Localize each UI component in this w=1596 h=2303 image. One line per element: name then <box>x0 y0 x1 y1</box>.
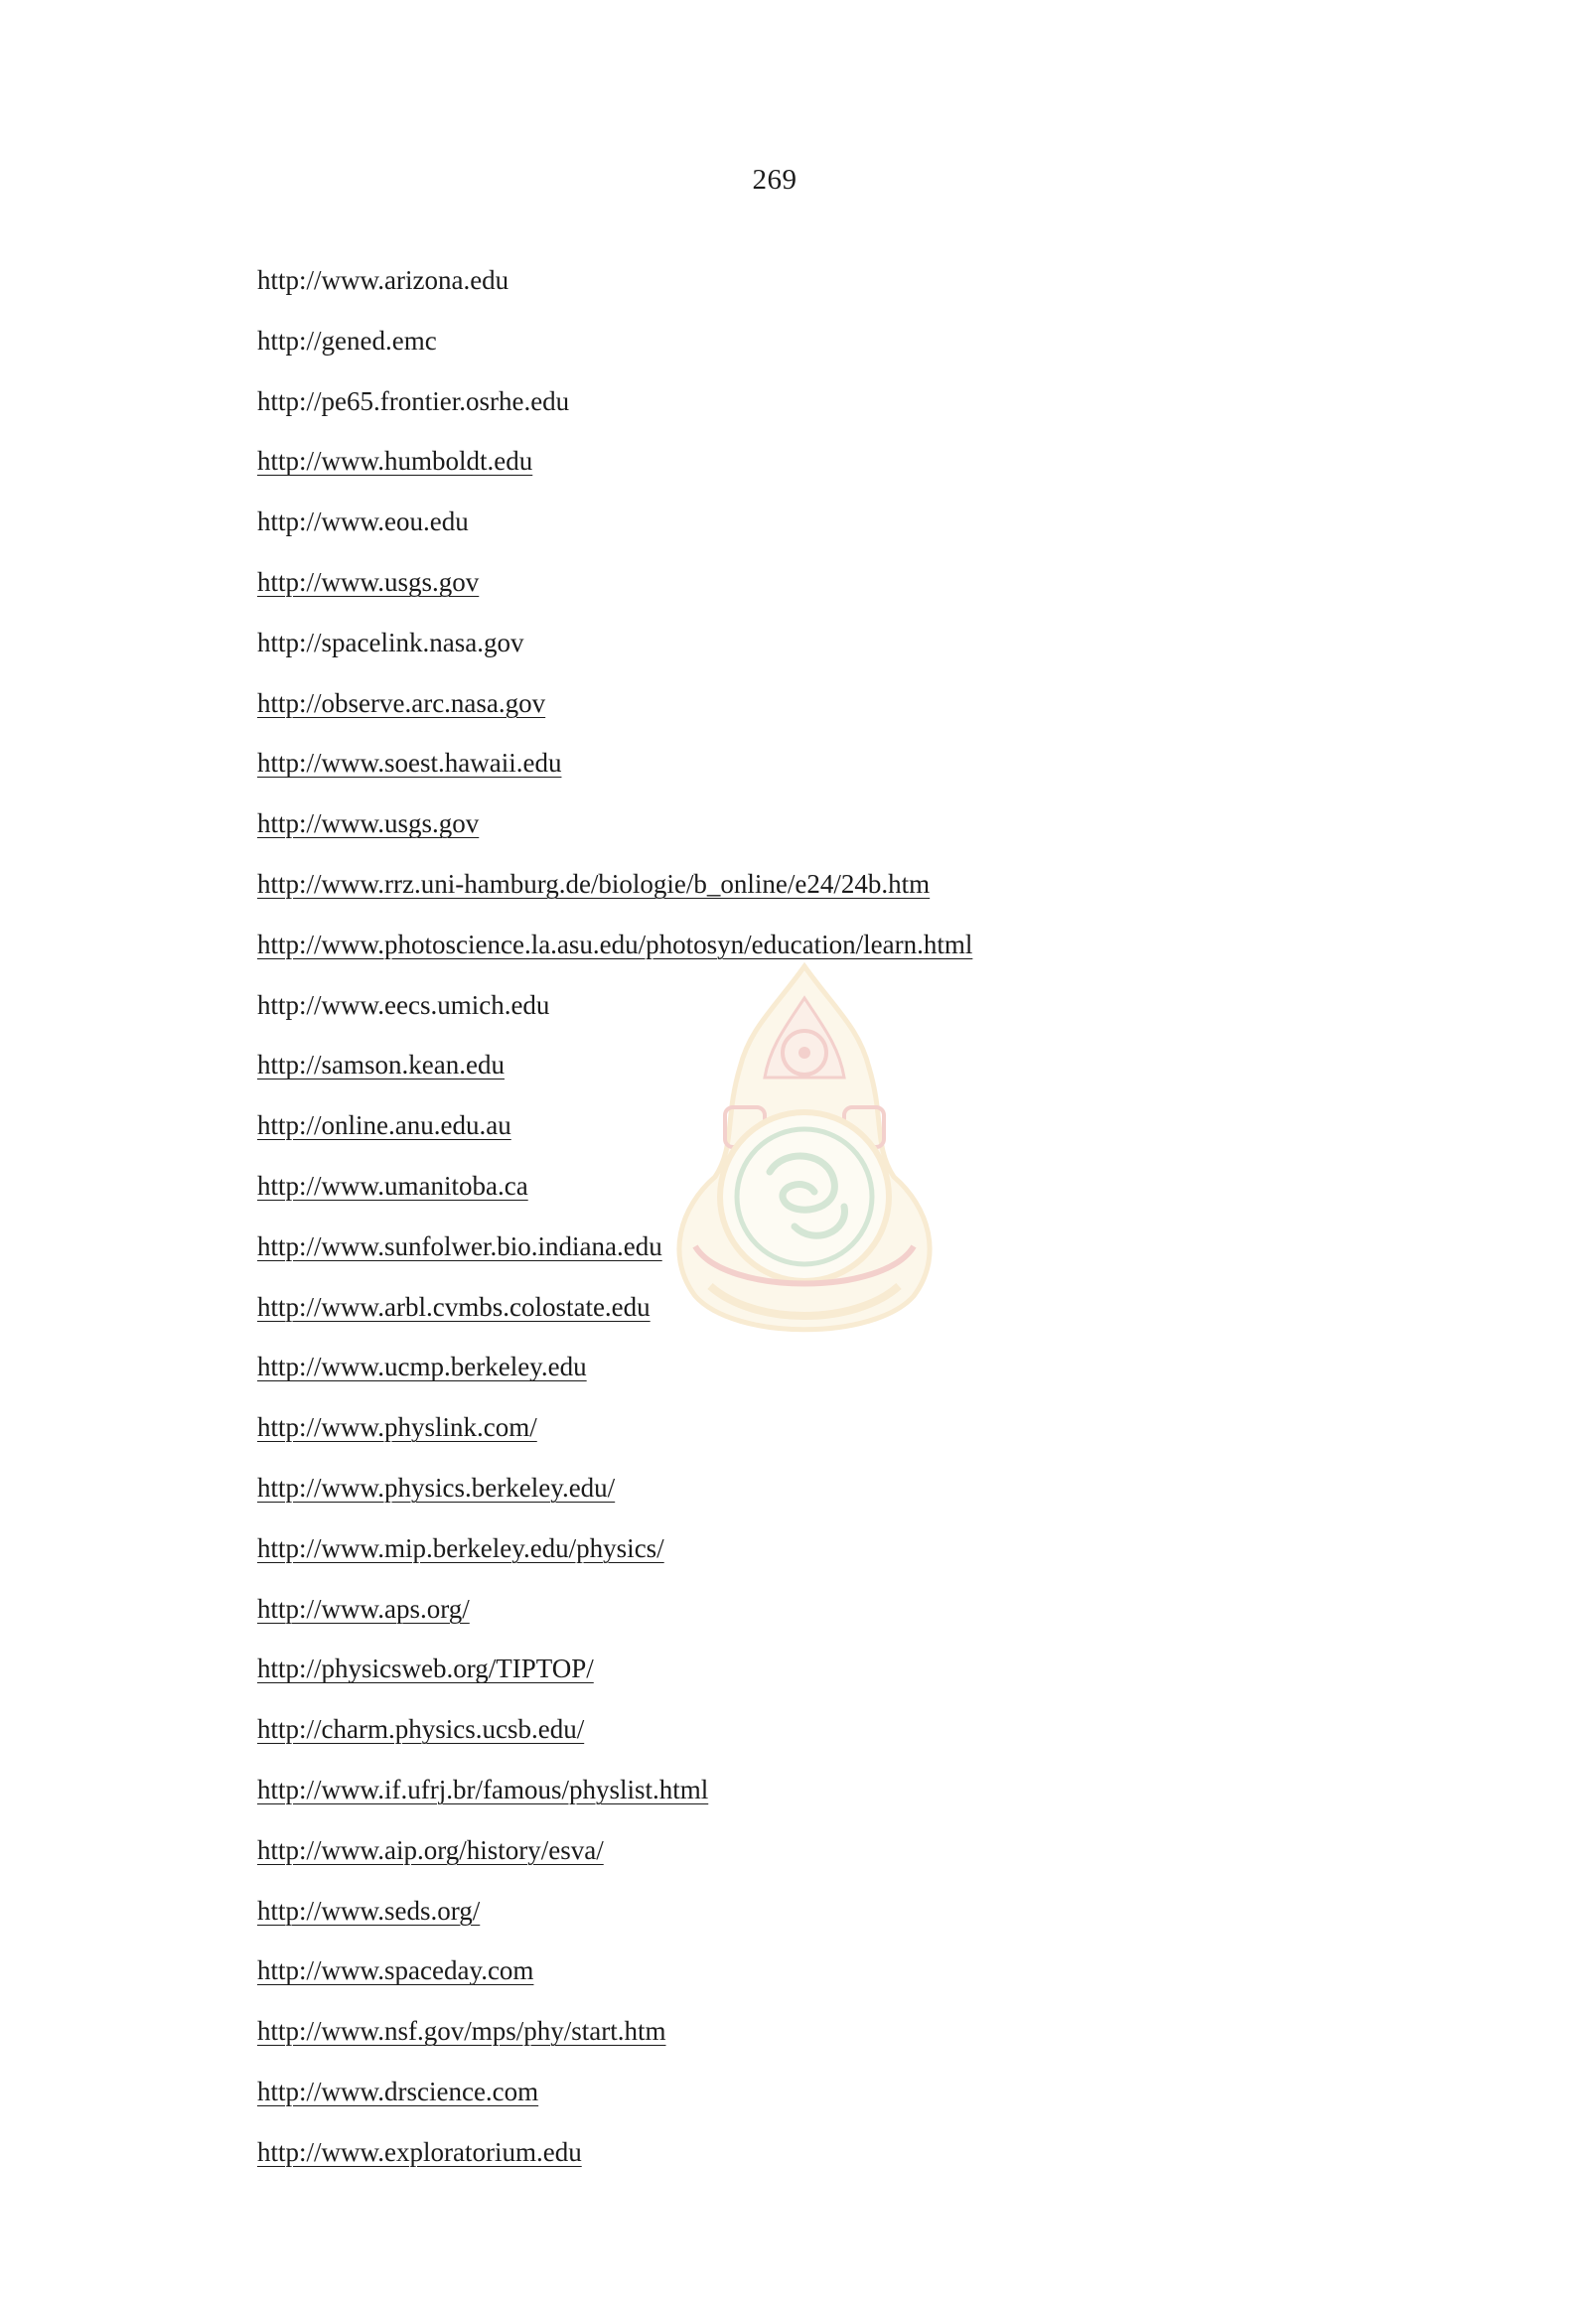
url-link[interactable]: http://www.aip.org/history/esva/ <box>257 1834 604 1865</box>
url-link[interactable]: http://www.soest.hawaii.edu <box>257 748 562 779</box>
list-item <box>257 1950 972 2011</box>
url-link[interactable]: http://www.humboldt.edu <box>257 446 533 477</box>
list-item <box>257 1528 972 1589</box>
url-link[interactable]: http://spacelink.nasa.gov <box>257 627 524 657</box>
url-link[interactable]: http://www.mip.berkeley.edu/physics/ <box>257 1532 664 1563</box>
list-item <box>257 803 972 864</box>
list-item <box>257 623 972 683</box>
list-item <box>257 381 972 442</box>
list-item <box>257 1287 972 1348</box>
url-list <box>257 260 972 2193</box>
url-link[interactable]: http://www.usgs.gov <box>257 566 480 597</box>
url-link[interactable]: http://www.rrz.uni-hamburg.de/biologie/b_online/e24/24b.htm <box>257 868 931 899</box>
list-item <box>257 441 972 502</box>
url-link[interactable]: http://www.eecs.umich.edu <box>257 989 550 1020</box>
url-link[interactable]: http://www.spaceday.com <box>257 1955 534 1986</box>
list-item <box>257 864 972 925</box>
list-item <box>257 683 972 744</box>
list-item <box>257 1166 972 1226</box>
list-item <box>257 1589 972 1650</box>
url-link[interactable]: http://observe.arc.nasa.gov <box>257 687 546 718</box>
list-item <box>257 985 972 1046</box>
url-link[interactable]: http://pe65.frontier.osrhe.edu <box>257 385 570 416</box>
list-item <box>257 743 972 803</box>
list-item <box>257 1226 972 1287</box>
url-link[interactable]: http://samson.kean.edu <box>257 1050 505 1080</box>
url-link[interactable]: http://www.if.ufrj.br/famous/physlist.html <box>257 1774 709 1804</box>
url-link[interactable]: http://physicsweb.org/TIPTOP/ <box>257 1654 594 1684</box>
list-item <box>257 1770 972 1830</box>
list-item <box>257 260 972 321</box>
list-item <box>257 1347 972 1407</box>
url-link[interactable]: http://gened.emc <box>257 325 437 356</box>
url-link[interactable]: http://www.photoscience.la.asu.edu/photosyn/education/learn.html <box>257 929 973 959</box>
list-item <box>257 1105 972 1166</box>
list-item <box>257 1830 972 1891</box>
list-item <box>257 2072 972 2132</box>
url-link[interactable]: http://www.usgs.gov <box>257 808 480 839</box>
list-item <box>257 1709 972 1770</box>
list-item <box>257 502 972 562</box>
list-item <box>257 2011 972 2072</box>
url-link[interactable]: http://www.drscience.com <box>257 2076 539 2106</box>
url-link[interactable]: http://www.arizona.edu <box>257 265 509 295</box>
url-link[interactable]: http://www.physics.berkeley.edu/ <box>257 1472 616 1503</box>
url-link[interactable]: http://www.eou.edu <box>257 506 469 537</box>
list-item <box>257 1649 972 1709</box>
url-link[interactable]: http://online.anu.edu.au <box>257 1110 511 1141</box>
url-link[interactable]: http://www.ucmp.berkeley.edu <box>257 1352 587 1382</box>
list-item <box>257 321 972 381</box>
url-link[interactable]: http://www.seds.org/ <box>257 1895 481 1926</box>
list-item <box>257 2132 972 2193</box>
list-item <box>257 1891 972 1951</box>
url-link[interactable]: http://www.umanitoba.ca <box>257 1170 528 1201</box>
url-link[interactable]: http://www.exploratorium.edu <box>257 2136 582 2167</box>
list-item <box>257 1468 972 1528</box>
list-item <box>257 1407 972 1468</box>
url-link[interactable]: http://www.physlink.com/ <box>257 1412 537 1443</box>
page-number: 269 <box>752 164 798 196</box>
list-item <box>257 925 972 985</box>
url-link[interactable]: http://www.aps.org/ <box>257 1593 470 1624</box>
url-link[interactable]: http://www.nsf.gov/mps/phy/start.htm <box>257 2016 666 2047</box>
url-link[interactable]: http://www.sunfolwer.bio.indiana.edu <box>257 1230 662 1261</box>
list-item <box>257 562 972 623</box>
url-link[interactable]: http://charm.physics.ucsb.edu/ <box>257 1714 585 1745</box>
list-item <box>257 1045 972 1105</box>
url-link[interactable]: http://www.arbl.cvmbs.colostate.edu <box>257 1291 651 1322</box>
